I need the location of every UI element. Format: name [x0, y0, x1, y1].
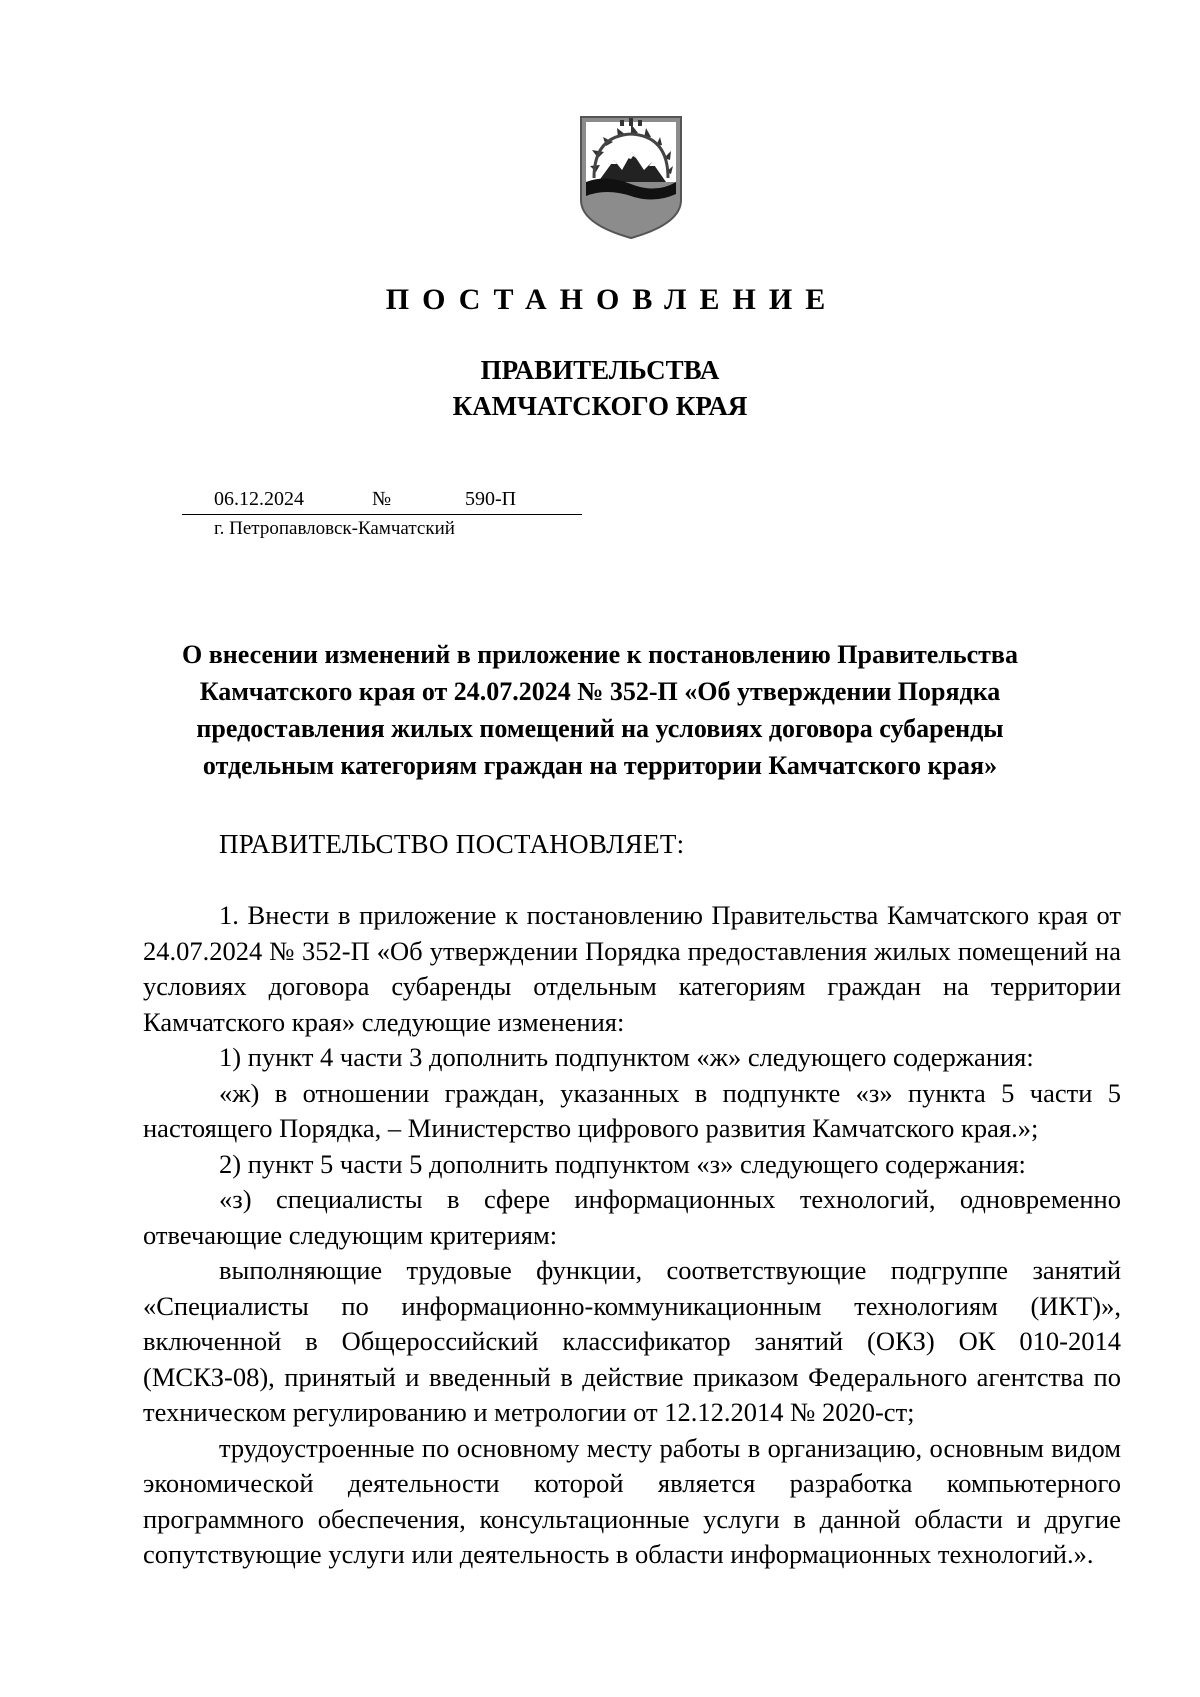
- date-number-line: [182, 488, 582, 515]
- document-title: О внесении изменений в приложение к постановлению Правительства Камчатского края от 24.07.2024 № 352-П «Об утверждении Порядка предоставления жилых помещений на условиях договора субаренды отдельным категориям граждан на территории Камчатского края»: [182, 640, 1018, 780]
- number-sign: №: [372, 488, 392, 510]
- document-meta: [182, 488, 582, 539]
- document-date: 06.12.2024: [214, 488, 304, 510]
- body-paragraph: «ж) в отношении граждан, указанных в подпункте «з» пункта 5 части 5 настоящего Порядка, – Министерство цифрового развития Камчатского края.»;: [143, 1077, 1121, 1143]
- document-type-heading: ПОСТАНОВЛЕНИЕ: [385, 283, 839, 316]
- authority-line-1: ПРАВИТЕЛЬСТВА: [480, 355, 720, 385]
- document-body: [143, 898, 1121, 1573]
- body-paragraph: 2) пункт 5 части 5 дополнить подпунктом «з» следующего содержания:: [219, 1148, 1026, 1179]
- body-paragraph: «з) специалисты в сфере информационных технологий, одновременно отвечающие следующим критериям:: [143, 1184, 1121, 1250]
- body-paragraph: трудоустроенные по основному месту работы в организацию, основным видом экономической деятельности которой является разработка компьютерного программного обеспечения, консультационные услуги в данной области и другие сопутствующие услуги или деятельность в области информационных технологий.».: [143, 1432, 1121, 1569]
- document-city: г. Петропавловск-Камчатский: [214, 518, 455, 539]
- body-paragraph: 1. Внести в приложение к постановлению Правительства Камчатского края от 24.07.2024 № 352-П «Об утверждении Порядка предоставления жилых помещений на условиях договора субаренды отдельным категориям граждан на территории Камчатского края» следующие изменения:: [143, 900, 1121, 1037]
- issuing-authority: [0, 352, 1200, 424]
- document-number: 590-П: [465, 488, 517, 510]
- authority-line-2: КАМЧАТСКОГО КРАЯ: [452, 391, 748, 421]
- kamchatka-coat-of-arms-icon: [576, 112, 686, 242]
- body-paragraph: 1) пункт 4 части 3 дополнить подпунктом «ж» следующего содержания:: [219, 1042, 1034, 1072]
- body-paragraph: выполняющие трудовые функции, соответствующие подгруппе занятий «Специалисты по информационно-коммуникационным технологиям (ИКТ)», включенной в Общероссийский классификатор занятий (ОКЗ) ОК 010-2014 (МСКЗ-08), принятый и введенный в действие приказом Федерального агентства по техническом регулированию и метрологии от 12.12.2014 № 2020-ст;: [143, 1255, 1121, 1427]
- resolves-heading: ПРАВИТЕЛЬСТВО ПОСТАНОВЛЯЕТ:: [219, 829, 685, 859]
